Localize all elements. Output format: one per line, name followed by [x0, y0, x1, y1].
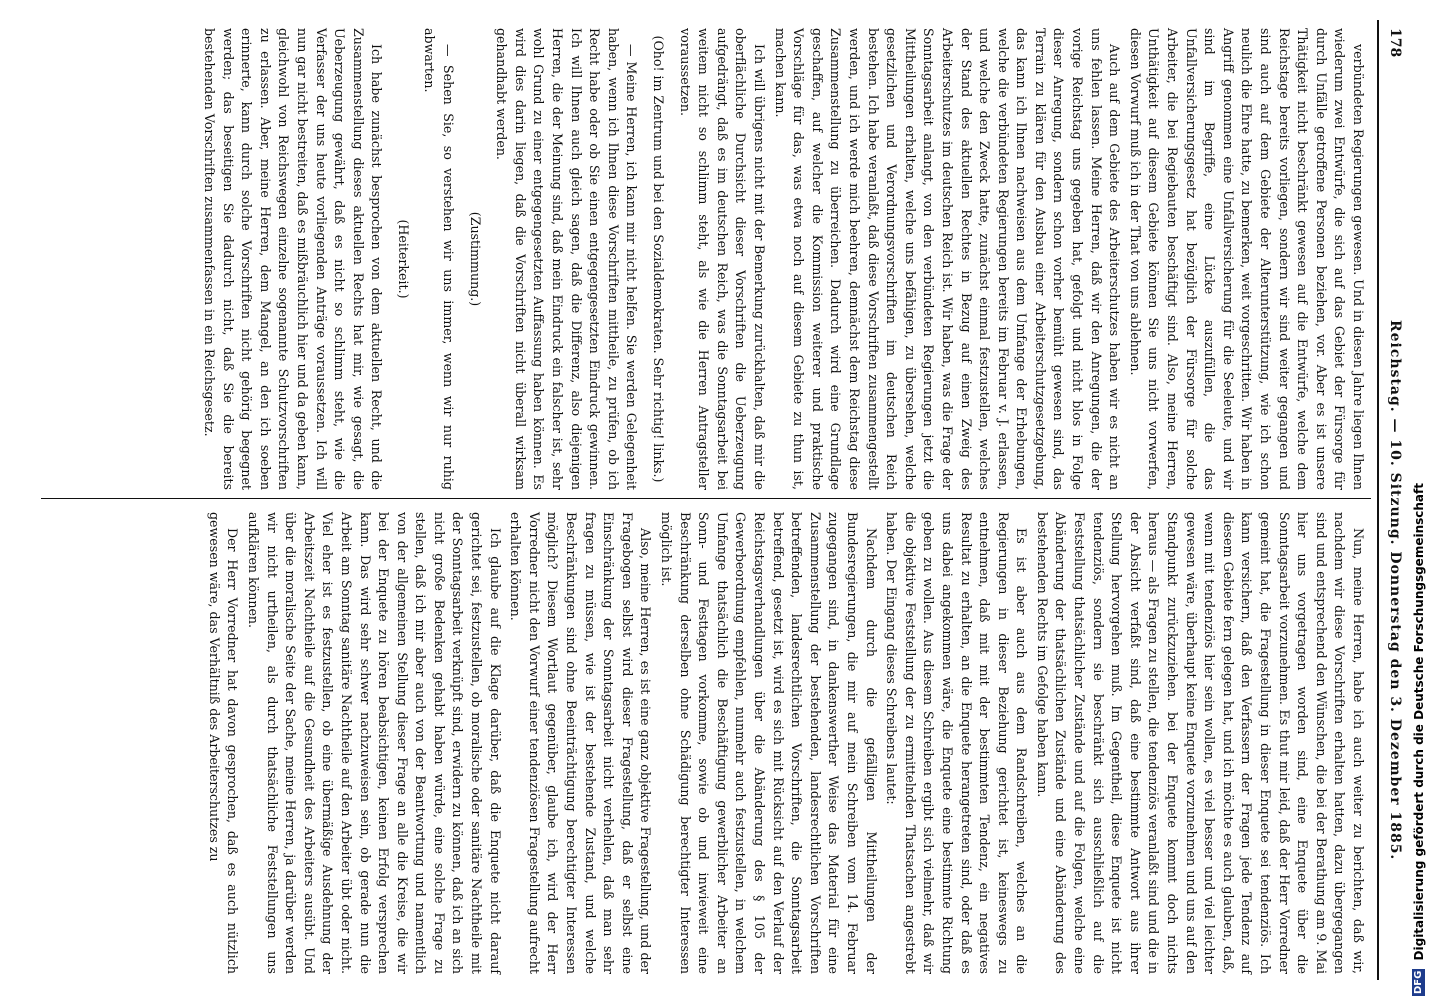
quoted-paragraph: Nachdem durch die gefälligen Mittheilungen der Bundesregierungen, die mir auf mein Schreiben vom 14. Februar zugegangen sind, in dankenswerther Weise das Material für eine Zusammenstellung der bestehenden, landesrechtlichen Vorschriften betreffenden, landesrechtlichen Vorschriften, die Sonntagsarbeit betreffend, gesetzt ist, wird es sich mit Rücksicht auf den Verlauf der Reichstagsverhandlungen über die Abänderung des § 105 der Gewerbeordnung empfehlen, nunmehr auch festzustellen, in welchem Umfange thatsächlich die Beschäftigung gewerblicher Arbeiter an Sonn- und Festtagen vorkomme, sowie ob und inwieweit eine Beschränkung derselben ohne Schädigung berechtigter Interessen möglich ist. — [659, 512, 879, 974]
header-rule — [1377, 20, 1379, 980]
paragraph: Ich habe zunächst besprochen von dem aktuellen Recht, und die Zusammenstellung dieses aktuellen Rechts hat mir, wie gesagt, die Ueberzeugung gewährt, daß es nicht so schlimm steht, wie die Verfasser der uns heute vorliegenden Anträge voraussetzen. Ich will nun gar nicht bestreiten, daß es mißbräuchlich hier und da geben kann, gleichwohl von Reichswegen einzelne sogenannte Schutzvorschriften zu erlassen. Aber, meine Herren, dem Mangel, an den ich soeben erinnerte, kann durch solche Vorschriften nicht gehörig begegnet werden; das beseitigen Sie dadurch nicht, daß Sie die bereits bestehenden Vorschriften zusammenfassen in ein Reichsgesetz. — [201, 28, 385, 490]
paragraph: Also, meine Herren, es ist eine ganz objektive Fragestellung, und der Fragebogen selbst wird dieser Fragestellung, daß er selbst eine Einschränkung der Sonntagsarbeit nicht verhehlen, daß man sehr fragen zu müssen, wie ist der bestehende Zustand, und welche Beschränkungen sind ohne Beeinträchtigung berechtigter Interessen möglich? Diesem Wortlaut gegenüber, glaube ich, wird der Herr Vorredner nicht den Vorwurf einer tendenziösen Fragestellung aufrecht erhalten können. — [508, 512, 654, 974]
paragraph: verbündeten Regierungen gewesen. Und in diesen Jahre liegen Ihnen wiederum zwei Entwürfe, die sich auf das Gebiet der Fürsorge für durch Unfälle getroffene Personen beziehen, vor. Aber es ist unsere Thätigkeit nicht beschränkt gewesen auf die Entwürfe, welche dem Reichstage bereits vorliegen, sondern wir sind weiter gegangen und sind auch auf dem Gebiete der Alterunterstützung, wie ich schon neulich die Ehre hatte, zu bemerken, weit vorgeschritten. Wir haben in Angriff genommen eine Unfallversicherung für die Seeleute, und wir sind im Begriffe, eine Lücke auszufüllen, die das Unfallversicherungsgesetz hat bezüglich der Fürsorge für solche Arbeiter, die bei Regiebauten beschäftigt sind. Also, meine Herren, Unthätigkeit auf diesem Gebiete können Sie uns nicht vorwerfen, diesen Vorwurf muß ich in der That von uns ablehnen. — [1127, 28, 1366, 490]
interjection: (Heiterkeit.) — [395, 219, 411, 299]
paragraph: Nun, meine Herren, habe ich auch weiter zu berichten, daß wir, nachdem wir diese Vorschriften erhalten hatten, dazu übergegangen sind und entsprechend den Wünschen, die bei der Berathung am 9. Mai hier uns vorgetragen worden sind, eine Enquete über die Sonntagsarbeit vorzunehmen. Es thut mir leid, daß der Herr Vorredner gemeint hat, die Fragestellung in dieser Enquete sei tendenziös. Ich kann versichern, daß den Verfassern der Fragen jede Tendenz auf diesem Gebiete fern gelegen hat, und ich möchte es auch glauben, daß, wenn mit tendenziös hier sein wollen, es viel besser und viel leichter gewesen wäre, überhaupt keine Enquete vorzunehmen und uns auf den Standpunkt zurückzuziehen. bei der Enquete kommt doch nichts heraus — als Fragen zu stellen, die tendenziös veranlaßt sind und die in der Absicht verfaßt sind, daß eine bestimmte Antwort aus ihrer Stellung hervorgehen muß. Im Gegentheil, diese Enquete ist nicht tendenziös, sondern sie beschränkt sich ausschließlich auf die Feststellung thatsächlicher Zustände und auf die Folgen, welche eine Abänderung der thatsächlichen Zustände und eine Abänderung des bestehenden Rechts im Gefolge haben kann. — [1034, 512, 1366, 974]
page-title: Reichstag. — 10. Sitzung. Donnerstag den 3. Dezember 1885. — [1387, 320, 1403, 861]
paragraph: Es ist aber auch aus dem Randschreiben, welches an die Regierungen in dieser Beziehung gerichtet ist, keineswegs zu entnehmen, daß mit mit der bestimmten Tendenz, ein negatives Resultat zu erhalten, an die Enquete herangetreten sind, oder daß es uns dabei angekommen wäre, die Enquete eine bestimmte Richtung geben zu wollen. Aus diesem Schreiben ergibt sich vielmehr, daß wir die objektive Feststellung der zu ermittelnden Thatsachen angestrebt haben. Der Eingang dieses Schreibens lautet: — [884, 512, 1030, 974]
paragraph: Der Herr Vorredner hat davon gesprochen, daß es auch nützlich gewesen wäre, das Verhältniß des Arbeiterschutzes zu — [206, 512, 241, 974]
column-divider — [41, 498, 1371, 499]
left-column — [197, 28, 1367, 490]
interjection: (Zustimmung.) — [467, 211, 483, 307]
paragraph: Auch auf dem Gebiete des Arbeiterschutzes haben wir es nicht an uns fehlen lassen. Meine Herren, daß wir den Anregungen, die der vorige Reichstag uns gegeben hat, gefolgt und nicht blos in Folge dieser Anregung, sondern schon vorher bemüht gewesen sind, das Terrain zu klären für den Ausbau einer Arbeiterschutzgesetzgebung, das kann ich Ihnen nachweisen aus dem Umfange der Erhebungen, welche die verbündeten Regierungen bereits im Februar v. J. erlassen, und welche den Zweck hatte, zunächst einmal festzustellen, welches der Stand des aktuellen Rechtes in Bezug auf einen Zweig des Arbeiterschutzes im deutschen Reich ist. Wir haben, was die Frage der Sonntagsarbeit anlangt, von den verbündeten Regierungen jetzt die Mittheilungen erhalten, welche uns befähigen, zu übersehen, welche gesetzlichen und Verordnungsvorschriften im deutschen Reich bestehen. Ich habe veranlaßt, daß diese Vorschriften zusammengestellt werden, und ich werde mich beehren, demnächst dem Reichstag diese Zusammenstellung zu überreichen. Dadurch wird eine Grundlage geschaffen, auf welcher die Kommission weiterer und praktische Vorschläge für das, was etwa noch auf diesem Gebiete zu thun ist, machen kann. — [772, 28, 1123, 490]
paragraph: — Sehen Sie, so verstehen wir uns immer, wenn wir nur ruhig abwarten. — [422, 28, 457, 490]
paragraph: — Meine Herren, ich kann mir nicht helfen. Sie werden Gelegenheit haben, wenn ich Ihnen diese Vorschriften mittheile, zu prüfen, ob ich Recht habe oder ob Sie einen entgegengesetzten Eindruck gewinnen. Ich will Ihnen auch gleich sagen, daß die Differenz, also diejenigen Herren, die der Meinung sind, daß mein Eindruck ein falscher ist, sehr wohl Grund zu einer entgegengesetzten Auffassung haben können. Es wird dies darin liegen, daß die Vorschriften nicht überall wirksam gehandhabt werden. — [494, 28, 640, 490]
stamp-text: Digitalisierung gefördert durch die Deutsche Forschungsgemeinschaft — [1412, 483, 1426, 961]
right-column — [202, 512, 1367, 974]
paragraph: Ich glaube auf die Klage darüber, daß die Enquete nicht darauf gerichtet sei, festzustellen, ob moralische oder sanitäre Nachtheile mit der Sonntagsarbeit verknüpft sind, erwidern zu können, daß ich an sich nicht große Bedenken gehabt haben würde, eine solche Frage zu stellen, daß ich mir aber auch von der Beantwortung und namentlich von der allgemeinen Stellung dieser Frage an alle die Kreise, die wir bei der Enquete zu hören beabsichtigen, keinen Erfolg versprechen kann. Das wird sehr schwer nachzuweisen sein, ob gerade nun die Arbeit am Sonntag sanitäre Nachtheile auf den Arbeiter übt oder nicht. Viel eher ist es festzustellen, ob eine übermäßige Ausdehnung der Arbeitszeit Nachtheile auf die Gesundheit des Arbeiters ausübt. Und über die moralische Seite der Sache, meine Herren, ja darüber werden wir nicht urtheilen, als durch thatsächliche Feststellungen uns aufklären können. — [245, 512, 503, 974]
dfg-logo: DFG — [1413, 970, 1424, 994]
rotated-page-content — [21, 20, 1411, 980]
interjection: (Oho! im Zentrum und bei den Sozialdemokraten. Sehr richtig! links.) — [651, 35, 667, 483]
page-number: 178 — [1387, 28, 1403, 58]
paragraph: Ich will übrigens nicht mit der Bemerkung zurückhalten, daß mir die oberflächliche Durchsicht dieser Vorschriften die Ueberzeugung aufgedrängt, daß es im deutschen Reich, was die Sonntagsarbeit bei weitem nicht so schlimm steht, als wie die Herren Antragsteller voraussetzen. — [677, 28, 767, 490]
page-header — [1381, 20, 1411, 980]
digitization-stamp — [1412, 6, 1430, 996]
